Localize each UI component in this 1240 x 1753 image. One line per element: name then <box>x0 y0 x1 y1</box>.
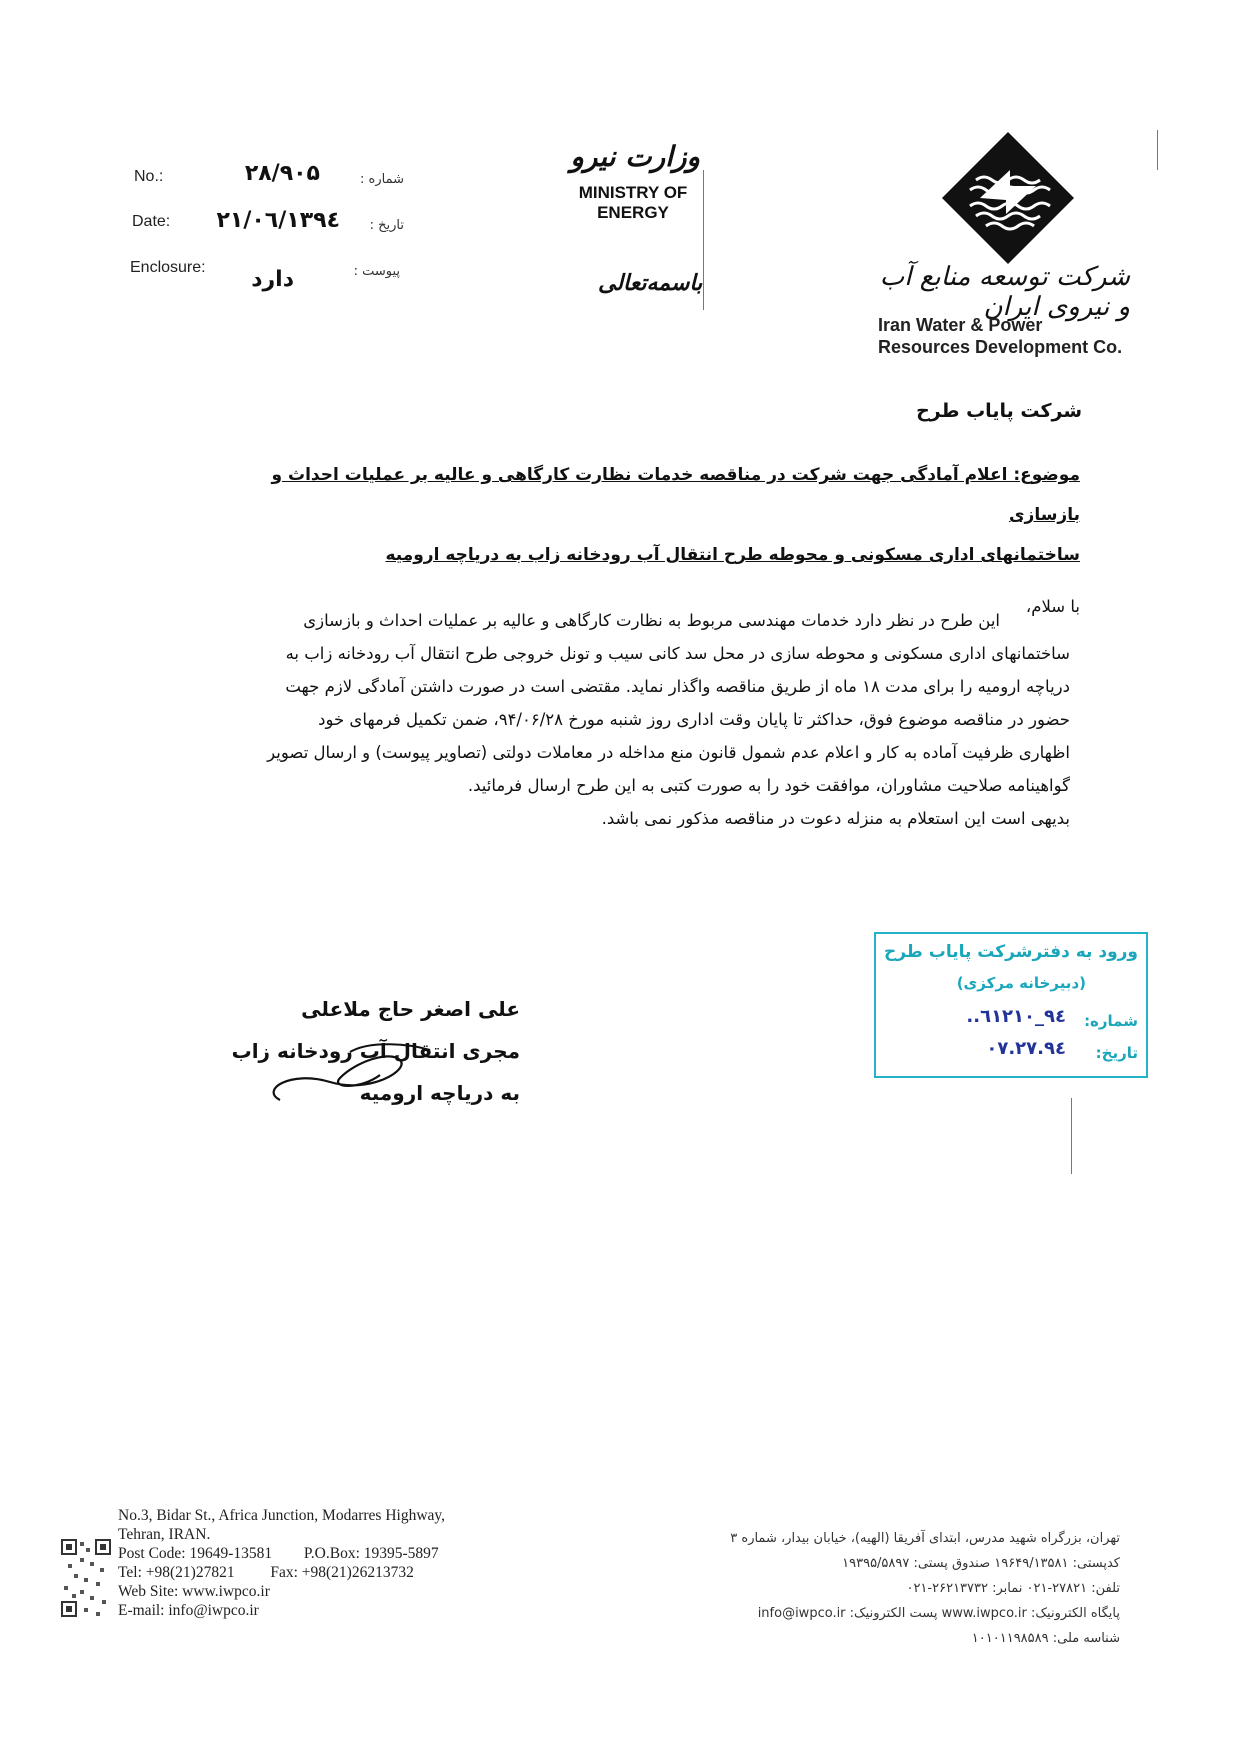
company-name-en <box>878 314 1138 358</box>
footer-address-fa <box>620 1526 1120 1651</box>
handwritten-signature <box>260 1030 440 1120</box>
letter-number: ۲۸/۹۰۵ <box>244 161 320 186</box>
date-label-fa: تاریخ : <box>369 218 404 233</box>
body-line: بدیهی است این استعلام به منزله دعوت در مناقصه مذکور نمی باشد. <box>601 809 1070 828</box>
footer-fax: Fax: +98(21)26213732 <box>270 1564 414 1581</box>
enclosure-value: دارد <box>251 267 294 292</box>
signatory-title-line1: مجری انتقال آب رودخانه زاب <box>231 1039 520 1063</box>
company-name-fa: شرکت توسعه منابع آب و نیروی ایران <box>879 262 1130 322</box>
company-logo-icon <box>940 130 1076 266</box>
footer-website[interactable]: Web Site: www.iwpco.ir <box>118 1583 270 1600</box>
basmala-handwritten: باسمه‌تعالی <box>598 270 703 296</box>
number-label-en: No.: <box>134 168 164 185</box>
footer-fa-line1: تهران، بزرگراه شهید مدرس، ابتدای آفریقا (الهیه)، خیابان بیدار، شماره ۳ <box>730 1531 1120 1546</box>
recipient: شرکت پایاب طرح <box>916 400 1082 422</box>
ministry-en-line2: ENERGY <box>597 203 669 222</box>
body-line: ساختمانهای اداری مسکونی و محوطه سازی در محل سد کانی سیب و تونل خروجی طرح انتقال آب رودخانه زاب به <box>285 644 1070 663</box>
received-stamp <box>874 932 1148 1078</box>
body-line: گواهینامه صلاحیت مشاوران، موافقت خود را به صورت کتبی به این طرح ارسال فرمائید. <box>467 776 1070 795</box>
stamp-number-value: ۹٤_٦۱۲۱۰.. <box>966 1006 1066 1027</box>
signatory-title-line2: به دریاچه ارومیه <box>359 1081 520 1105</box>
subject-line1: موضوع: اعلام آمادگی جهت شرکت در مناقصه خدمات نظارت کارگاهی و عالیه بر عملیات احداث و بازسازی <box>271 465 1080 525</box>
greeting: با سلام، <box>1025 597 1080 616</box>
stamp-subtitle: (دبیرخانه مرکزی) <box>956 974 1086 992</box>
body-line: حضور در مناقصه موضوع فوق، حداکثر تا پایان وقت اداری روز شنبه مورخ ۹۴/۰۶/۲۸، ضمن تکمیل فرمهای خود <box>318 710 1070 729</box>
ministry-name-en <box>560 183 706 223</box>
date-label-en: Date: <box>132 213 171 230</box>
body-line: دریاچه ارومیه را برای مدت ۱۸ ماه از طریق مناقصه واگذار نماید. مقتضی است در صورت داشتن آمادگی لازم جهت <box>285 677 1070 696</box>
footer-postcode: Post Code: 19649-13581 <box>118 1545 273 1562</box>
footer-tel: Tel: +98(21)27821 <box>118 1564 235 1581</box>
stamp-number-label: شماره: <box>1084 1012 1138 1030</box>
company-en-line1: Iran Water & Power <box>878 315 1043 335</box>
subject <box>230 455 1080 575</box>
subject-line2: ساختمانهای اداری مسکونی و محوطه طرح انتقال آب رودخانه زاب به دریاچه ارومیه <box>385 545 1080 565</box>
letter-date: ۱۳۹٤/۰٦/۲۱ <box>216 208 340 233</box>
body-line: اظهاری ظرفیت آماده به کار و اعلام عدم شمول قانون منع مداخله در معاملات دولتی (تصاویر پیوست) و ارسال تصویر <box>267 743 1070 762</box>
footer-address-line2: Tehran, IRAN. <box>118 1526 211 1543</box>
stamp-title: ورود به دفترشرکت پایاب طرح <box>883 942 1138 962</box>
stamp-date-value: ۹٤.۰۷.۲۷ <box>986 1038 1066 1059</box>
letter-body <box>190 604 1070 835</box>
footer-phone-row <box>118 1563 538 1582</box>
margin-mark <box>1157 130 1158 170</box>
margin-mark <box>1071 1098 1072 1174</box>
stamp-date-label: تاریخ: <box>1095 1044 1138 1062</box>
footer-fa-line2: کدپستی: ۱۹۶۴۹/۱۳۵۸۱ صندوق پستی: ۱۹۳۹۵/۵۸۹۷ <box>842 1556 1120 1571</box>
footer-postal-row <box>118 1544 538 1563</box>
enclosure-label-fa: پیوست : <box>353 264 400 279</box>
ministry-logo-text: وزارت نیرو <box>570 140 700 173</box>
footer-address-en <box>118 1506 538 1620</box>
footer-fa-line4[interactable]: پایگاه الکترونیک: www.iwpco.ir پست الکترونیک: info@iwpco.ir <box>757 1606 1120 1621</box>
footer-email[interactable]: E-mail: info@iwpco.ir <box>118 1602 259 1619</box>
number-label-fa: شماره : <box>360 172 404 187</box>
footer-fa-line3: تلفن: ۲۷۸۲۱-۰۲۱ نمابر: ۲۶۲۱۳۷۳۲-۰۲۱ <box>906 1581 1120 1596</box>
qr-code-icon <box>60 1538 112 1618</box>
footer-address-line1: No.3, Bidar St., Africa Junction, Modarres Highway, <box>118 1507 446 1524</box>
footer-fa-line5: شناسه ملی: ۱۰۱۰۱۱۹۸۵۸۹ <box>971 1631 1120 1646</box>
enclosure-label-en: Enclosure: <box>130 259 206 276</box>
signatory-name: علی اصغر حاج ملاعلی <box>301 997 520 1021</box>
header-divider <box>703 170 704 310</box>
ministry-en-line1: MINISTRY OF <box>578 183 688 202</box>
footer-pobox: P.O.Box: 19395-5897 <box>303 1545 439 1562</box>
body-line: این طرح در نظر دارد خدمات مهندسی مربوط به نظارت کارگاهی و عالیه بر عملیات احداث و بازسازی <box>303 611 1000 630</box>
company-en-line2: Resources Development Co. <box>878 337 1123 357</box>
